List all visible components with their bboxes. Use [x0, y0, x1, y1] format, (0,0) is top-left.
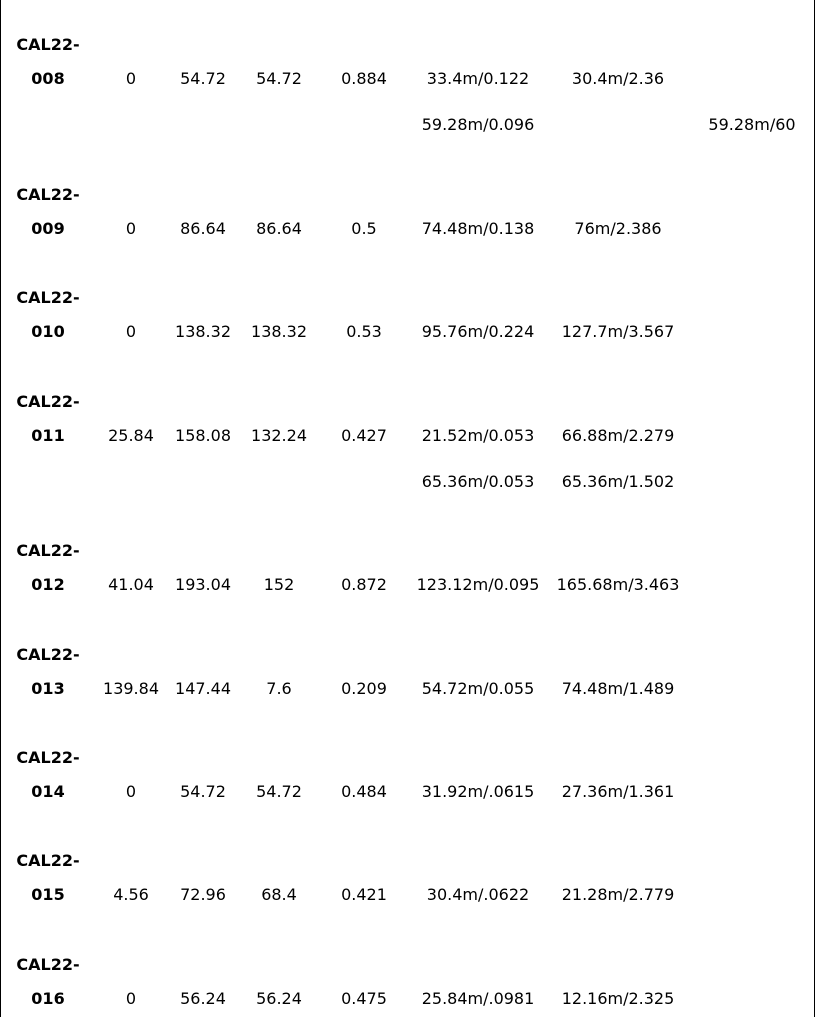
cell-from: 0 [125, 219, 137, 238]
cell-length: 138.32 [251, 322, 307, 341]
cell-grade: 0.872 [341, 575, 387, 594]
cell-col6: 12.16m/2.325 [561, 989, 675, 1008]
cell-length: 152 [263, 575, 295, 594]
cell-hole-a: CAL22- [16, 955, 80, 974]
cell-hole-b: 008 [31, 69, 65, 88]
cell-length: 54.72 [256, 782, 302, 801]
cell-hole-b: 009 [31, 219, 65, 238]
cell-col6: 165.68m/3.463 [556, 575, 680, 594]
cell-col8: 59.28m/60 [708, 115, 796, 134]
cell-to: 54.72 [180, 782, 226, 801]
cell-from: 4.56 [113, 885, 149, 904]
cell-to: 72.96 [180, 885, 226, 904]
cell-to: 147.44 [175, 679, 231, 698]
cell-grade: 0.53 [346, 322, 382, 341]
cell-grade: 0.5 [351, 219, 377, 238]
cell-col5: 74.48m/0.138 [421, 219, 535, 238]
cell-col6: 76m/2.386 [574, 219, 662, 238]
cell-col6: 127.7m/3.567 [561, 322, 675, 341]
cell-to: 193.04 [175, 575, 231, 594]
cell-length: 56.24 [256, 989, 302, 1008]
cell-col5: 30.4m/.0622 [426, 885, 530, 904]
cell-hole-a: CAL22- [16, 541, 80, 560]
cell-grade: 0.421 [341, 885, 387, 904]
cell-grade: 0.484 [341, 782, 387, 801]
cell-to: 138.32 [175, 322, 231, 341]
cell-from: 41.04 [108, 575, 154, 594]
cell-col6: 74.48m/1.489 [561, 679, 675, 698]
cell-length: 7.6 [266, 679, 292, 698]
cell-from: 0 [125, 322, 137, 341]
cell-to: 54.72 [180, 69, 226, 88]
cell-hole-b: 013 [31, 679, 65, 698]
cell-length: 68.4 [261, 885, 297, 904]
cell-col5: 33.4m/0.122 [426, 69, 530, 88]
cell-from: 139.84 [103, 679, 159, 698]
cell-hole-a: CAL22- [16, 645, 80, 664]
cell-to: 86.64 [180, 219, 226, 238]
cell-length: 54.72 [256, 69, 302, 88]
cell-to: 56.24 [180, 989, 226, 1008]
cell-col5: 25.84m/.0981 [421, 989, 535, 1008]
cell-from: 25.84 [108, 426, 154, 445]
cell-grade: 0.427 [341, 426, 387, 445]
cell-hole-b: 010 [31, 322, 65, 341]
cell-col5: 59.28m/0.096 [421, 115, 535, 134]
cell-grade: 0.209 [341, 679, 387, 698]
cell-to: 158.08 [175, 426, 231, 445]
cell-col5: 123.12m/0.095 [416, 575, 540, 594]
cell-hole-a: CAL22- [16, 748, 80, 767]
cell-hole-a: CAL22- [16, 392, 80, 411]
cell-length: 132.24 [251, 426, 307, 445]
cell-hole-b: 012 [31, 575, 65, 594]
cell-hole-a: CAL22- [16, 851, 80, 870]
cell-col6: 21.28m/2.779 [561, 885, 675, 904]
cell-col6: 27.36m/1.361 [561, 782, 675, 801]
cell-from: 0 [125, 782, 137, 801]
cell-col6: 65.36m/1.502 [561, 472, 675, 491]
cell-col6: 66.88m/2.279 [561, 426, 675, 445]
cell-grade: 0.475 [341, 989, 387, 1008]
cell-col5: 54.72m/0.055 [421, 679, 535, 698]
cell-col5: 95.76m/0.224 [421, 322, 535, 341]
cell-from: 0 [125, 989, 137, 1008]
cell-hole-b: 016 [31, 989, 65, 1008]
cell-hole-b: 011 [31, 426, 65, 445]
cell-col6: 30.4m/2.36 [571, 69, 665, 88]
cell-col5: 31.92m/.0615 [421, 782, 535, 801]
cell-grade: 0.884 [341, 69, 387, 88]
cell-hole-b: 015 [31, 885, 65, 904]
cell-hole-a: CAL22- [16, 185, 80, 204]
cell-hole-b: 014 [31, 782, 65, 801]
cell-hole-a: CAL22- [16, 35, 80, 54]
cell-length: 86.64 [256, 219, 302, 238]
cell-hole-a: CAL22- [16, 288, 80, 307]
cell-col5: 65.36m/0.053 [421, 472, 535, 491]
cell-col5: 21.52m/0.053 [421, 426, 535, 445]
cell-from: 0 [125, 69, 137, 88]
